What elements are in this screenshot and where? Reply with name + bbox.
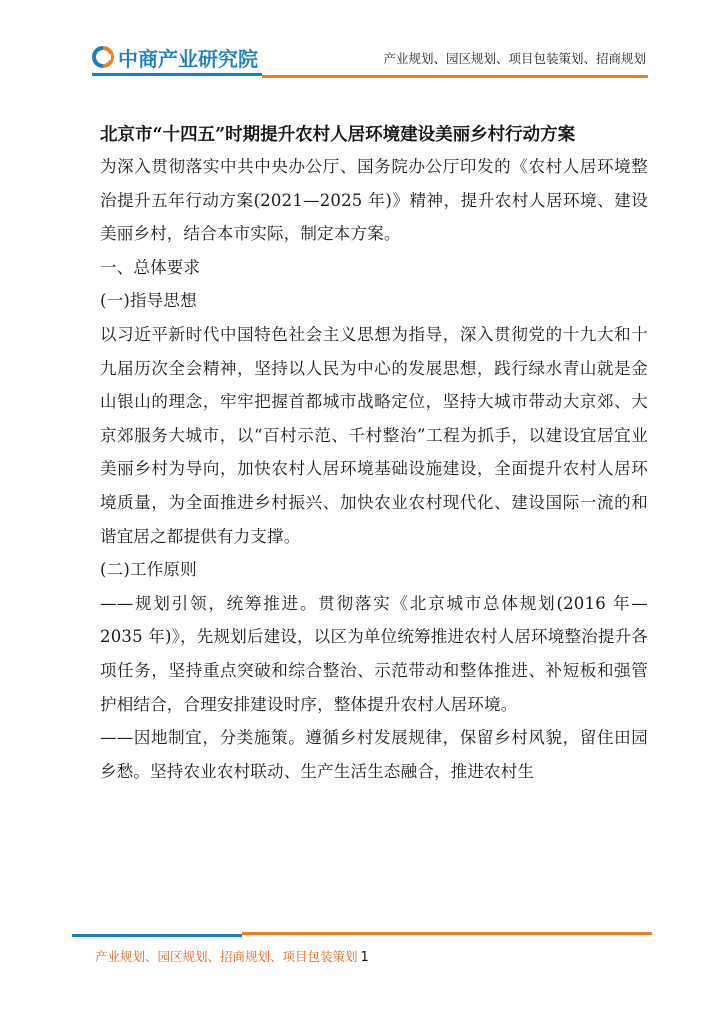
document-body	[100, 120, 648, 788]
header-tagline: 产业规划、园区规划、项目包装策划、招商规划	[383, 51, 646, 66]
header-divider-blue	[92, 73, 262, 76]
circle-c-logo-icon	[92, 46, 114, 68]
footer-divider-orange	[242, 932, 652, 935]
footer-tagline: 产业规划、园区规划、招商规划、项目包装策划	[95, 949, 358, 964]
subsection-heading-work-principles: (二)工作原则	[100, 560, 197, 580]
company-logo	[92, 44, 258, 70]
section-heading-general-requirements: 一、总体要求	[100, 257, 201, 277]
footer-divider-blue	[72, 934, 242, 937]
intro-paragraph: 为深入贯彻落实中共中央办公厅、国务院办公厅印发的《农村人居环境整治提升五年行动方案(2021—2025 年)》精神，提升农村人居环境、建设美丽乡村，结合本市实际，制定本方案。	[100, 157, 648, 244]
principle-planning-paragraph: ——规划引领，统筹推进。贯彻落实《北京城市总体规划(2016 年—2035 年)》，先规划后建设，以区为单位统筹推进农村人居环境整治提升各项任务，坚持重点突破和综合整治、示范带动和整体推进、补短板和强管护相结合，合理安排建设时序，整体提升农村人居环境。	[100, 593, 648, 714]
document-title: 北京市“十四五”时期提升农村人居环境建设美丽乡村行动方案	[100, 125, 576, 145]
header-divider-orange	[262, 75, 648, 78]
guiding-ideology-paragraph: 以习近平新时代中国特色社会主义思想为指导，深入贯彻党的十九大和十九届历次全会精神，坚持以人民为中心的发展思想，践行绿水青山就是金山银山的理念，牢牢把握首都城市战略定位，坚持大城市带动大京郊、大京郊服务大城市，以“百村示范、千村整治”工程为抓手，以建设宜居宜业美丽乡村为导向，加快农村人居环境基础设施建设，全面提升农村人居环境质量，为全面推进乡村振兴、加快农业农村现代化、建设国际一流的和谐宜居之都提供有力支撑。	[100, 324, 648, 546]
logo-text: 中商产业研究院	[118, 46, 258, 71]
page-footer	[95, 947, 369, 965]
subsection-heading-guiding-ideology: (一)指导思想	[100, 291, 197, 311]
page-header	[0, 0, 724, 82]
page-number: 1	[360, 950, 369, 965]
principle-local-conditions-paragraph: ——因地制宜，分类施策。遵循乡村发展规律，保留乡村风貌，留住田园乡愁。坚持农业农村联动、生产生活生态融合，推进农村生	[100, 728, 648, 781]
